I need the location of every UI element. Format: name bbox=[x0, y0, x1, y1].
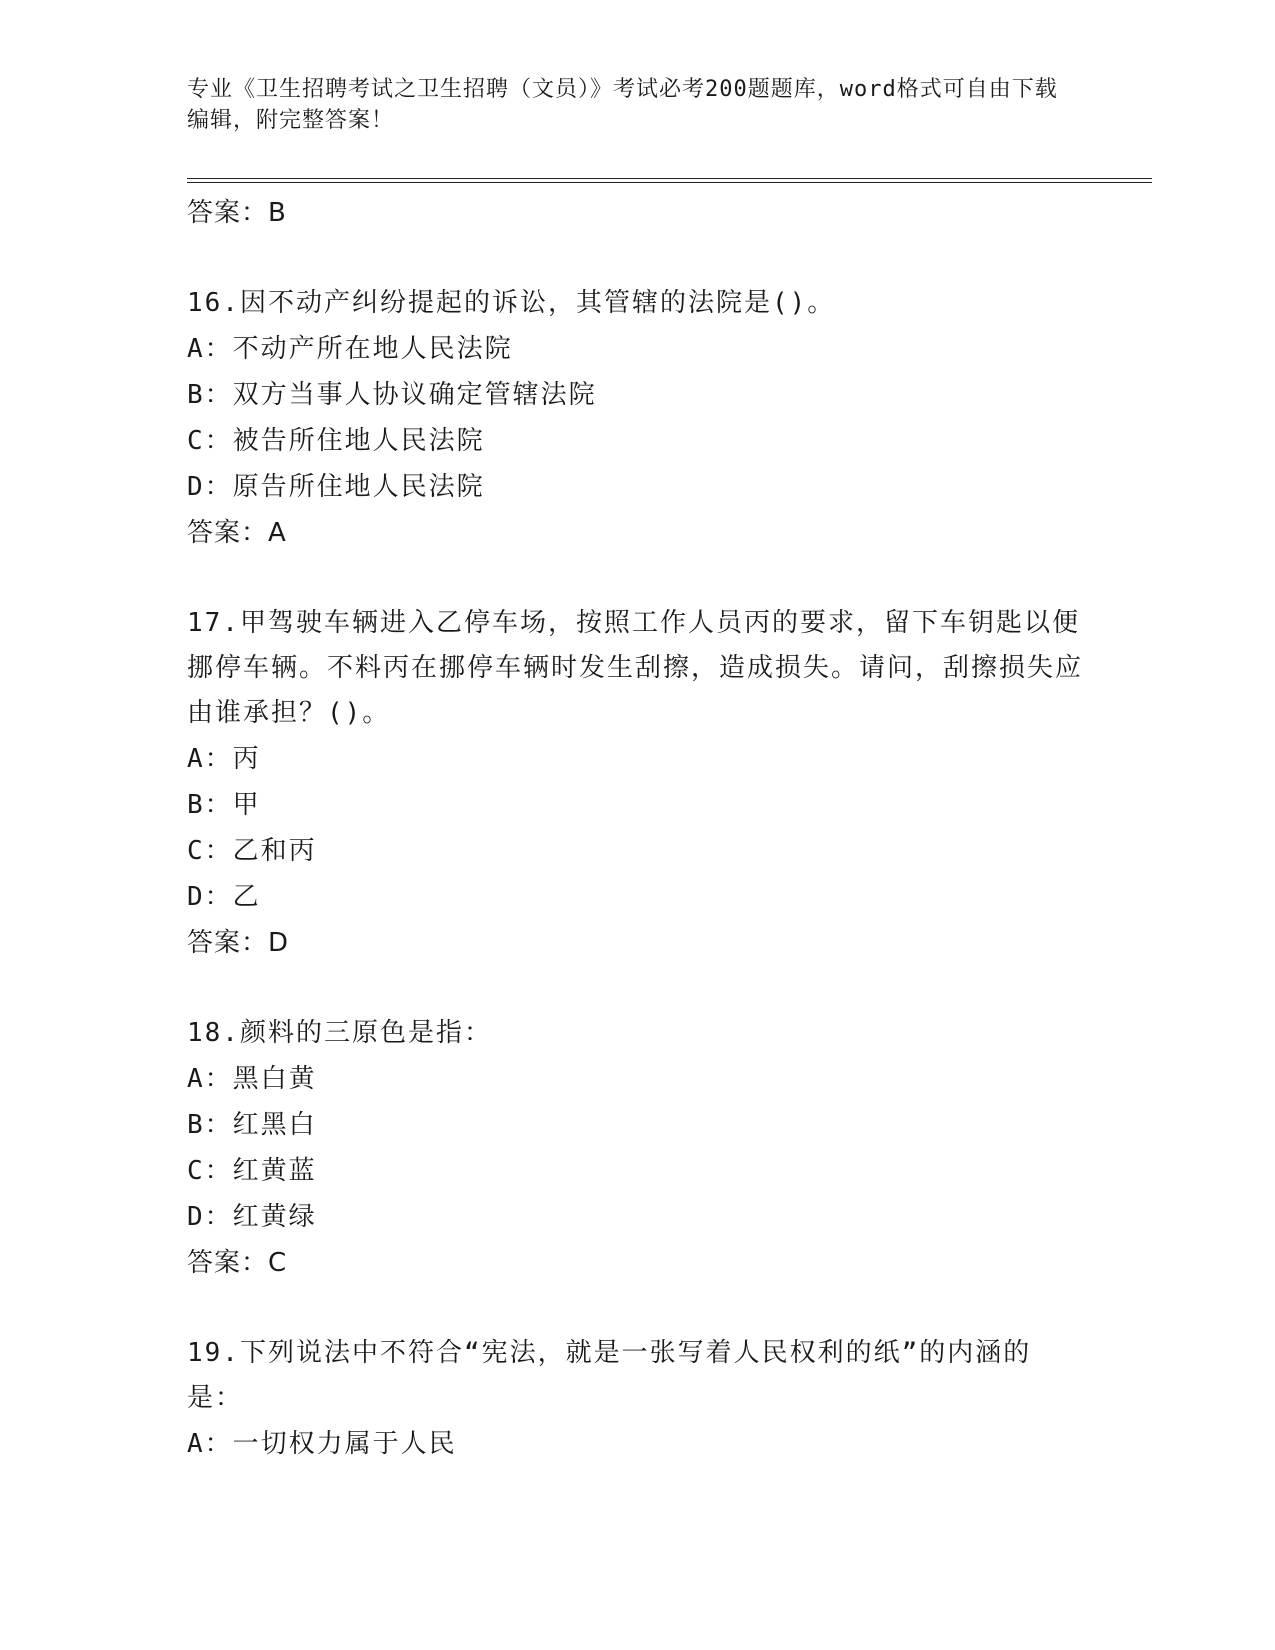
option-d: D：红黄绿 bbox=[187, 1202, 317, 1232]
option-d: D：原告所住地人民法院 bbox=[187, 472, 485, 502]
option-b: B：红黑白 bbox=[187, 1110, 317, 1140]
question-list bbox=[187, 190, 1087, 1467]
option-d: D：乙 bbox=[187, 882, 261, 912]
question-text: 19.下列说法中不符合“宪法，就是一张写着人民权利的纸”的内涵的是： bbox=[187, 1338, 1032, 1413]
option-a: A：黑白黄 bbox=[187, 1064, 317, 1094]
header-divider bbox=[187, 178, 1152, 183]
question-item bbox=[187, 281, 1087, 556]
question-text: 18.颜料的三原色是指： bbox=[187, 1018, 492, 1048]
answer-line: 答案：C bbox=[187, 1248, 288, 1278]
question-item bbox=[187, 1011, 1087, 1286]
option-c: C：乙和丙 bbox=[187, 836, 317, 866]
option-a: A：一切权力属于人民 bbox=[187, 1429, 457, 1459]
spacer bbox=[187, 556, 1087, 601]
option-a: A：丙 bbox=[187, 744, 261, 774]
option-a: A：不动产所在地人民法院 bbox=[187, 334, 513, 364]
question-text: 17.甲驾驶车辆进入乙停车场，按照工作人员丙的要求，留下车钥匙以便挪停车辆。不料丙在挪停车辆时发生刮擦，造成损失。请问，刮擦损失应由谁承担？()。 bbox=[187, 608, 1084, 728]
question-item bbox=[187, 1331, 1087, 1467]
option-c: C：被告所住地人民法院 bbox=[187, 426, 485, 456]
option-b: B：甲 bbox=[187, 790, 261, 820]
previous-answer: 答案：B bbox=[187, 198, 287, 228]
page-header: 专业《卫生招聘考试之卫生招聘（文员）》考试必考200题题库，word格式可自由下载编辑，附完整答案！ bbox=[187, 77, 1058, 133]
question-item bbox=[187, 601, 1087, 966]
option-c: C：红黄蓝 bbox=[187, 1156, 317, 1186]
option-b: B：双方当事人协议确定管辖法院 bbox=[187, 380, 597, 410]
question-text: 16.因不动产纠纷提起的诉讼，其管辖的法院是()。 bbox=[187, 288, 836, 318]
answer-line: 答案：A bbox=[187, 518, 287, 548]
spacer bbox=[187, 1286, 1087, 1331]
answer-line: 答案：D bbox=[187, 928, 290, 958]
spacer bbox=[187, 966, 1087, 1011]
spacer bbox=[187, 236, 1087, 281]
